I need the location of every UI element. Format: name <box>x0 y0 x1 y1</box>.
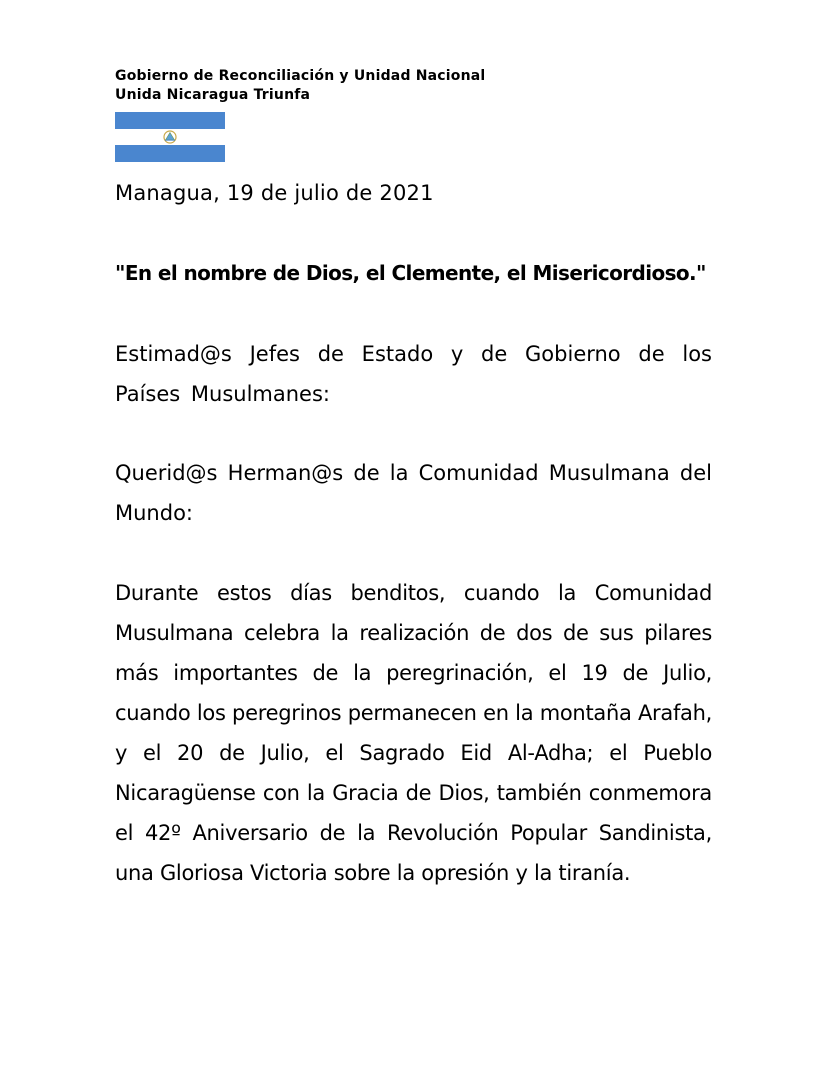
letter-body-paragraph: Durante estos días benditos, cuando la Comunidad Musulmana celebra la realización de dos de sus pilares más importantes de la peregrinación, el 19 de Julio, cuando los peregrinos permanecen en la montaña Arafah, y el 20 de Julio, el Sagrado Eid Al-Adha; el Pueblo Nicaragüense con la Gracia de Dios, también conmemora el 42º Aniversario de la Revolución Popular Sandinista, una Gloriosa Victoria sobre la opresión y la tiranía. <box>115 581 712 885</box>
letterhead-slogan: Unida Nicaragua Triunfa <box>115 87 311 103</box>
letter-greeting-heads-of-state: Estimad@s Jefes de Estado y de Gobierno de los Países Musulmanes: <box>115 342 712 406</box>
letter-greeting-muslim-community: Querid@s Herman@s de la Comunidad Musulmana del Mundo: <box>115 461 712 525</box>
nicaragua-flag-icon <box>115 112 225 162</box>
letterhead-government-name: Gobierno de Reconciliación y Unidad Nacional <box>115 68 486 84</box>
letter-invocation: "En el nombre de Dios, el Clemente, el Misericordioso." <box>115 261 706 285</box>
letterhead <box>115 67 485 105</box>
letter-dateline: Managua, 19 de julio de 2021 <box>115 181 434 205</box>
